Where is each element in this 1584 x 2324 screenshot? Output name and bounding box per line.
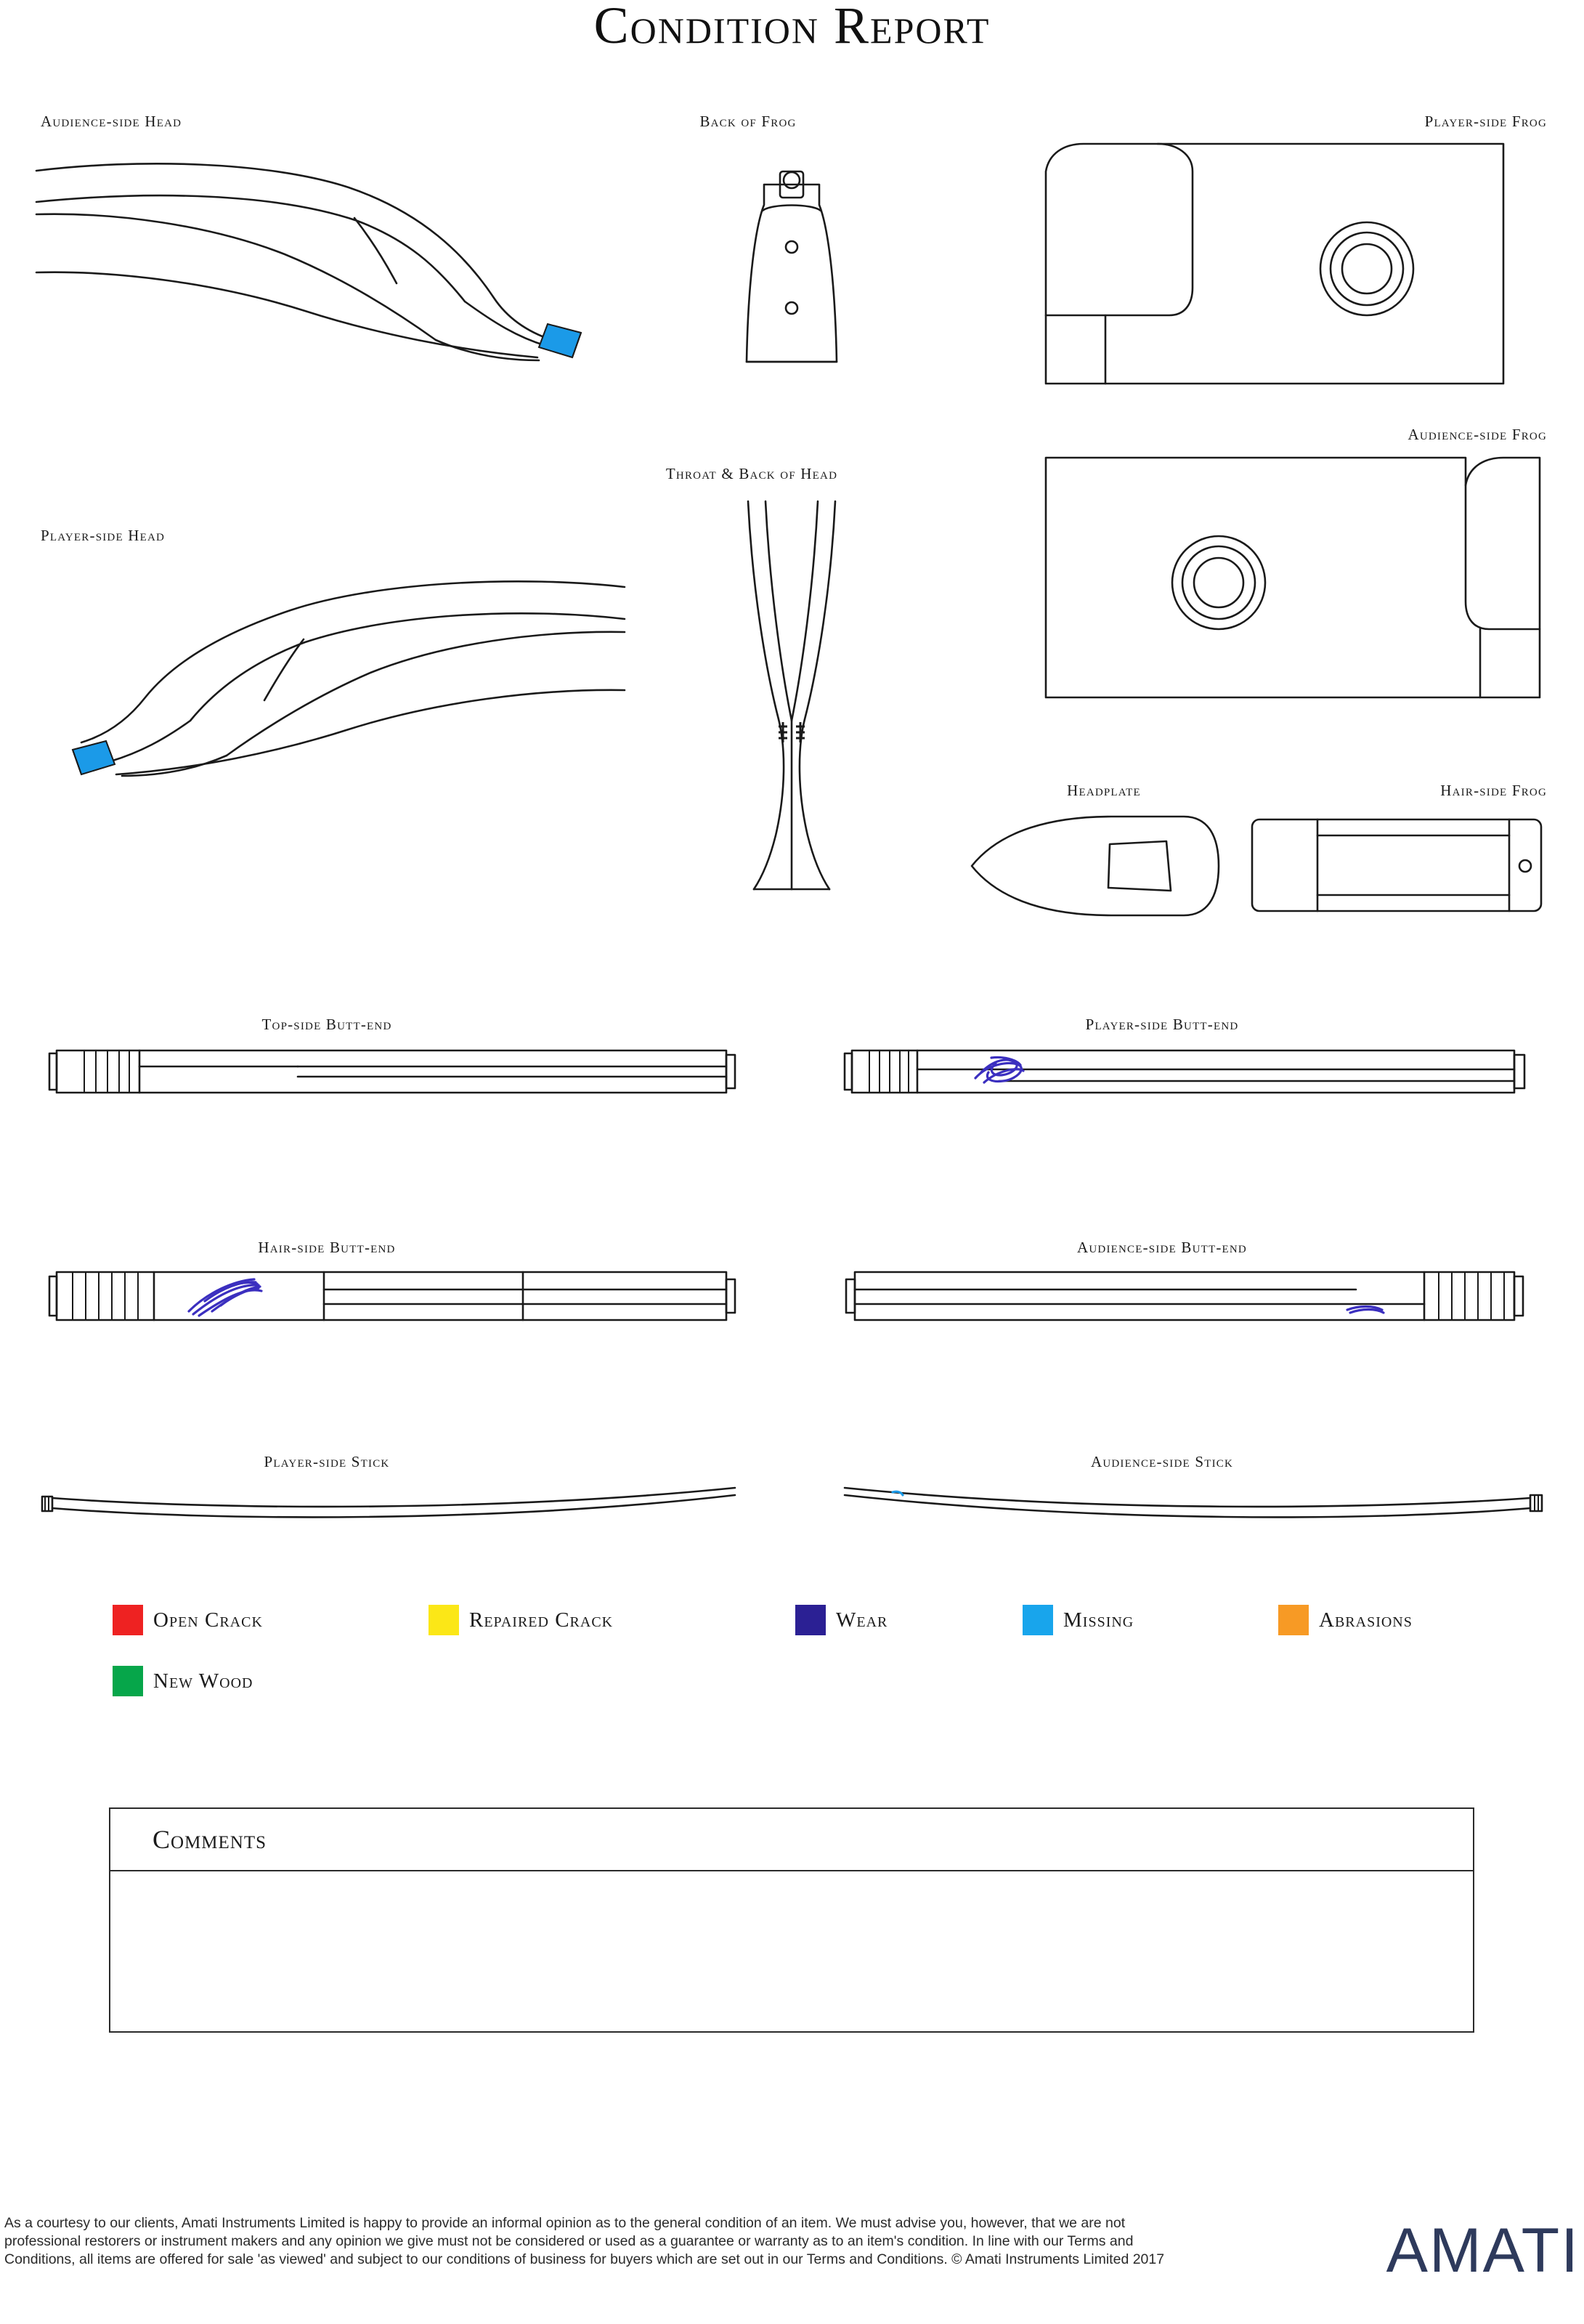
caption-throat-and-back-of-head: Throat & Back of Head	[665, 465, 838, 482]
caption-player-side-stick: Player-side Stick	[264, 1453, 390, 1470]
comments-title: Comments	[153, 1825, 267, 1854]
legend-swatch-repaired-crack	[429, 1605, 459, 1635]
legend-label-wear: Wear	[836, 1608, 888, 1632]
caption-audience-side-head: Audience-side Head	[41, 113, 182, 130]
caption-back-of-frog: Back of Frog	[699, 113, 797, 130]
caption-headplate: Headplate	[1067, 782, 1141, 799]
legend-item-new-wood	[113, 1665, 253, 1697]
legend-item-wear	[795, 1604, 888, 1636]
caption-top-side-butt-end: Top-side Butt-end	[261, 1016, 392, 1033]
comments-field[interactable]	[110, 1871, 1473, 2031]
figure-top-side-butt-end	[44, 1040, 741, 1106]
caption-hair-side-butt-end: Hair-side Butt-end	[258, 1239, 396, 1256]
figure-back-of-frog	[719, 166, 864, 398]
figure-throat-and-back-of-head	[719, 501, 864, 894]
legend-swatch-new-wood	[113, 1666, 143, 1696]
figure-player-side-stick	[36, 1475, 763, 1533]
legend	[113, 1604, 1492, 1726]
caption-player-side-butt-end: Player-side Butt-end	[1085, 1016, 1239, 1033]
legend-swatch-abrasions	[1278, 1605, 1309, 1635]
footer-disclaimer	[4, 2214, 1181, 2269]
figure-audience-side-head	[29, 145, 632, 450]
caption-audience-side-stick: Audience-side Stick	[1090, 1453, 1234, 1470]
caption-player-side-head: Player-side Head	[41, 527, 166, 544]
mark-wear-hair-side-butt-end	[189, 1279, 261, 1316]
page-title: Condition Report	[593, 0, 991, 54]
legend-row-2	[113, 1665, 1492, 1697]
legend-label-open-crack: Open Crack	[153, 1608, 263, 1632]
figure-player-side-head	[29, 559, 632, 865]
legend-row-1	[113, 1604, 1492, 1636]
legend-swatch-missing	[1023, 1605, 1053, 1635]
caption-audience-side-butt-end: Audience-side Butt-end	[1077, 1239, 1247, 1256]
legend-swatch-wear	[795, 1605, 826, 1635]
comments-box[interactable]	[109, 1807, 1474, 2033]
legend-item-missing	[1023, 1604, 1134, 1636]
legend-item-abrasions	[1278, 1604, 1413, 1636]
figure-hair-side-frog	[1248, 812, 1546, 921]
legend-label-repaired-crack: Repaired Crack	[469, 1608, 614, 1632]
mark-wear-audience-side-butt-end	[1347, 1307, 1384, 1313]
caption-hair-side-frog: Hair-side Frog	[1440, 782, 1547, 799]
legend-item-repaired-crack	[429, 1604, 613, 1636]
legend-label-missing: Missing	[1063, 1608, 1134, 1632]
legend-swatch-open-crack	[113, 1605, 143, 1635]
amati-logo: AMATI	[1386, 2216, 1580, 2285]
figure-player-side-butt-end	[839, 1040, 1536, 1106]
comments-header	[110, 1809, 1473, 1871]
figure-audience-side-butt-end	[839, 1260, 1536, 1333]
caption-player-side-frog: Player-side Frog	[1424, 113, 1547, 130]
figure-audience-side-stick	[832, 1475, 1558, 1533]
figure-player-side-frog	[1039, 137, 1547, 405]
legend-item-open-crack	[113, 1604, 263, 1636]
caption-audience-side-frog: Audience-side Frog	[1408, 426, 1547, 443]
legend-label-abrasions: Abrasions	[1319, 1608, 1413, 1632]
legend-label-new-wood: New Wood	[153, 1669, 253, 1693]
figure-headplate	[966, 812, 1227, 921]
figure-hair-side-butt-end	[44, 1260, 741, 1333]
footer-disclaimer-text: As a courtesy to our clients, Amati Instruments Limited is happy to provide an informal opinion as to the general condition of an item. We must advise you, however, that we are not professional restorers or instrument makers and any opinion we give must not be considered or used as a guarantee or warranty as to an item's condition. In line with our Terms and Conditions, all items are offered for sale 'as viewed' and subject to our conditions of business for buyers which are set out in our Terms and Conditions. © Amati Instruments Limited 2017	[4, 2215, 1165, 2267]
figure-audience-side-frog	[1039, 450, 1547, 719]
